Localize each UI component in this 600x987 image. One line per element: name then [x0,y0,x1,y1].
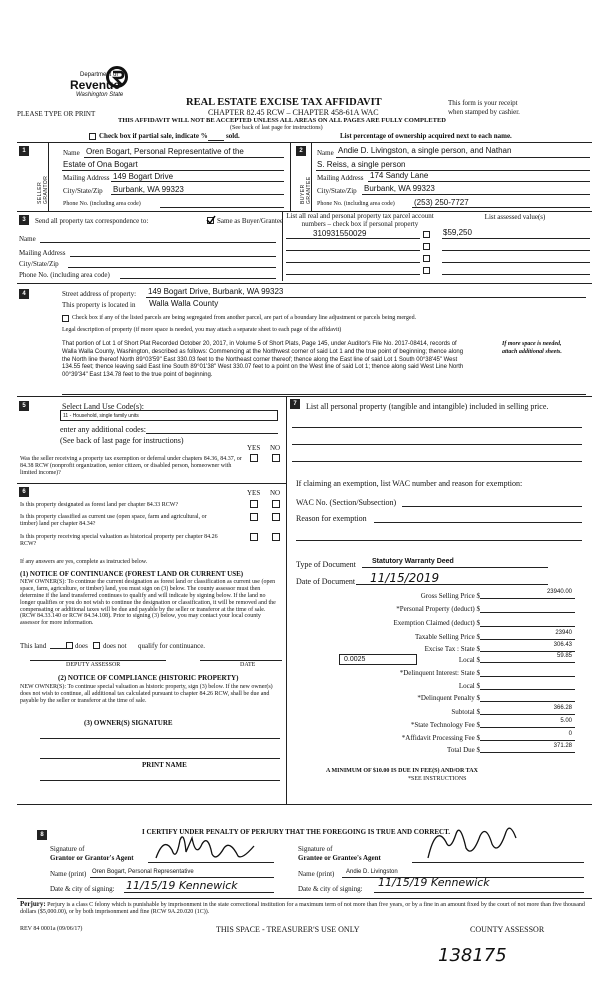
grantor-date-city: 11/15/19 Kennewick [126,879,238,892]
seller-phone-label: Phone No. (including area code) [63,201,141,207]
calc-pp-label: *Personal Property (deduct) $ [396,605,480,613]
revenue-logo [62,66,132,102]
s3-city-label: City/State/Zip [19,260,59,268]
doc-type-value: Statutory Warranty Deed [372,558,454,565]
personal-property-label: List all personal property (tangible and intangible) included in selling price. [306,402,549,411]
doc-date-value: 11/15/2019 [370,571,440,585]
does-checkbox[interactable] [66,642,73,649]
parcels-header: List all real and personal property tax parcel account numbers – check box if personal property [286,212,434,229]
calc-penalty-label: *Delinquent Penalty $ [417,694,480,702]
assessed-value: $59,250 [443,228,472,237]
s6-q1-yes-checkbox[interactable] [250,500,258,508]
send-correspondence-label: Send all property tax correspondence to: [35,217,149,225]
buyer-city: Burbank, WA 99323 [364,184,435,193]
segregated-checkbox[interactable] [62,315,69,322]
s3-mail-label: Mailing Address [19,249,66,257]
grantor-sig-label-2: Grantor or Grantor's Agent [50,854,134,862]
s6-yes-header: YES [247,489,261,497]
grantee-sig-label-1: Signature of [298,845,333,853]
receipt-line1: This form is your receipt [448,99,518,107]
wac-label: WAC No. (Section/Subsection) [296,498,397,507]
logo-mark-icon [106,66,128,90]
buyer-name-line1: Andie D. Livingston, a single person, and Nathan [338,146,512,155]
receipt-line2: when stamped by cashier. [448,108,520,116]
section-8-badge: 8 [37,830,47,840]
segregated-label: Check box if any of the listed parcels are being segregated from another parcel, are part of a boundary line adjustment or parcels being merged. [72,315,417,321]
perjury-notice [20,900,586,916]
s5-yes-header: YES [247,444,261,452]
s6-q1-no-checkbox[interactable] [272,500,280,508]
same-as-buyer-label: Same as Buyer/Grantee [217,217,284,225]
calc-tech-value: 5.00 [560,718,572,724]
deputy-assessor-label: DEPUTY ASSESSOR [66,662,121,668]
buyer-mail-label: Mailing Address [317,174,364,182]
logo-revenue: Revenue [70,78,121,92]
partial-sale-checkbox[interactable] [89,133,96,140]
does-not-label: does not [103,642,127,650]
buyer-phone-label: Phone No. (including area code) [317,201,395,207]
s6-q3: Is this property receiving special valuation as historical property per chapter 84.26 RCW? [20,534,218,547]
seller-city-label: City/State/Zip [63,187,103,195]
notice-1-title: (1) NOTICE OF CONTINUANCE (FOREST LAND OR CURRENT USE) [20,570,244,578]
certify-statement: I CERTIFY UNDER PENALTY OF PERJURY THAT THE FOREGOING IS TRUE AND CORRECT. [142,828,451,836]
print-name-label: PRINT NAME [142,761,187,769]
grantor-name-label: Name (print) [50,870,87,878]
parcel-1-personal-checkbox[interactable] [423,231,430,238]
calc-gross-value: 23940.00 [546,589,572,595]
calc-ex-label: Exemption Claimed (deduct) $ [393,619,480,627]
calc-subtotal-value: 366.28 [553,705,572,711]
calc-taxable-label: Taxable Selling Price $ [414,633,480,641]
form-warning: THIS AFFIDAVIT WILL NOT BE ACCEPTED UNLESS ALL AREAS ON ALL PAGES ARE FULLY COMPLETED [118,117,446,124]
logo-dept: Department of [80,72,119,78]
doc-date-label: Date of Document [296,577,356,586]
section-1-badge: 1 [19,146,29,156]
land-use-select-label: Select Land Use Code(s): [62,402,144,411]
assessed-header: List assessed value(s) [484,213,546,221]
more-space-note: If more space is needed, attach additional sheets. [502,341,562,355]
grantee-date-label: Date & city of signing: [298,885,363,893]
qualify-label: qualify for continuance. [138,642,206,650]
grantee-date-city: 11/15/19 Kennewick [378,876,490,889]
form-title: REAL ESTATE EXCISE TAX AFFIDAVIT [186,97,382,108]
grantor-sig-label-1: Signature of [50,845,85,853]
buyer-phone: (253) 250-7727 [414,198,469,207]
partial-sold: sold. [226,132,240,140]
checkmark-icon [206,215,216,225]
land-label: This land [20,642,47,650]
seller-name-label: Name [63,149,80,157]
minimum-due-note: A MINIMUM OF $10.00 IS DUE IN FEE(S) AND/OR TAX [326,768,478,774]
does-label: does [75,642,88,650]
handwritten-number: 138175 [438,945,507,966]
form-chapter: CHAPTER 82.45 RCW – CHAPTER 458-61A WAC [208,108,379,117]
buyer-mail: 174 Sandy Lane [370,171,429,180]
additional-codes-label: enter any additional codes: [60,425,146,434]
calc-taxable-value: 23940 [555,630,572,636]
street-address: 149 Bogart Drive, Burbank, WA 99323 [148,287,284,296]
notice-2-text: NEW OWNER(S): To continue special valuation as historic property, sign (3) below. If the new owner(s) does not wish to continue, all additional tax calculated pursuant to chapter 84.26 RCW, shall be due and payable by the seller or transferor at the time of sale. [20,684,273,704]
grantee-signature [420,818,520,864]
buyer-name-label: Name [317,149,334,157]
see-instructions-note: *SEE INSTRUCTIONS [408,776,467,782]
treasurer-use-label: THIS SPACE - TREASURER'S USE ONLY [216,925,360,934]
land-use-code-select[interactable] [60,410,278,421]
local-rate-value: 0.0025 [344,656,366,663]
buyer-name-line2: S. Reiss, a single person [317,160,406,169]
buyer-side-label: BUYER GRANTEE [300,176,312,204]
section-7-badge: 7 [290,399,300,409]
county-assessor-label: COUNTY ASSESSOR [470,925,545,934]
perjury-label: Perjury: [20,900,46,908]
section-5-badge: 5 [19,401,29,411]
local-rate-box [339,654,417,665]
calc-interest-label: *Delinquent Interest: State $ [399,669,480,677]
notice-2-title: (2) NOTICE OF COMPLIANCE (HISTORIC PROPERTY) [58,674,239,682]
exemption-claim-label: If claiming an exemption, list WAC number and reason for exemption: [296,479,523,488]
logo-state: Washington State [76,92,124,98]
parcel-number: 310931550029 [313,229,367,238]
calc-total-value: 371.28 [553,743,572,749]
section-4-badge: 4 [19,289,29,299]
county-value: Walla Walla County [149,299,219,308]
buyer-city-label: City/State/Zip [317,187,357,195]
parcel-3-personal-checkbox[interactable] [423,255,430,262]
section-2-badge: 2 [296,146,306,156]
does-not-checkbox[interactable] [93,642,100,649]
grantee-sig-label-2: Grantee or Grantee's Agent [298,854,381,862]
grantor-date-label: Date & city of signing: [50,885,115,893]
grantee-name-label: Name (print) [298,870,335,878]
calc-local-label: Local $ [458,656,480,664]
grantee-name: Andie D. Livingston [346,869,398,875]
s6-q2-no-checkbox[interactable] [272,513,280,521]
notice-3-title: (3) OWNER(S) SIGNATURE [84,719,173,727]
reason-label: Reason for exemption [296,514,367,523]
calc-proc-label: *Affidavit Processing Fee $ [401,734,480,742]
s3-name-label: Name [19,235,36,243]
located-label: This property is located in [62,301,136,309]
legal-desc-label: Legal description of property (if more space is needed, you may attach a separate sheet to each page of the affidavit) [62,327,342,333]
s5-no-header: NO [270,444,281,452]
calc-subtotal-label: Subtotal $ [451,708,480,716]
s6-q3-yes-checkbox[interactable] [250,533,258,541]
legal-description: That portion of Lot 1 of Short Plat Recorded October 20, 2017, in Volume 5 of Short Plats, Page 145, under Auditor's File No. 2017-08414, records of Walla Walla County, Washington, described as follows: Commencing at the Northwest corner of said Lot 1 and the true point of beginning; thence along the North line thereof North 89°03'59" East 330.03 feet to the Northeast corner thereof; thence along the East line of said Lot 1 South 00°38'45" West 134.55 feet; thence leaving said East line South 89°01'38" West 330.07 feet to a point on the West line of said Lot 1; thence along said West Line North 00°39'34" East 134.78 feet to the true point of beginning. [62,341,464,379]
deputy-date-label: DATE [240,662,256,668]
notice-1-text: NEW OWNER(S): To continue the current designation as forest land or classification as current use (open space, farm, agriculture, or timber) land, you must sign on (3) below. The county assessor must then determine if the land transferred continues to qualify and will indicate by signing below. If the land no longer qualifies or you do not wish to continue the designation or classification, it will be removed and the compensating or additional taxes will be due and payable by the seller or transferor at the time of sale. (RCW 84.33.140 or RCW 84.34.108). Prior to signing (3) below, you may contact your local county assessor for more information. [20,579,276,627]
grantor-signature [150,832,270,866]
s5-no-checkbox[interactable] [272,454,280,462]
partial-sale-label: Check box if partial sale, indicate % [99,132,208,140]
section-6-badge: 6 [19,487,29,497]
seller-name-line1: Oren Bogart, Personal Representative of the [86,147,244,156]
seller-city: Burbank, WA 99323 [113,185,184,194]
seller-mail-label: Mailing Address [63,174,110,182]
pct-list-label: List percentage of ownership acquired next to each name. [340,132,512,140]
land-use-code-value: 11 - Household, single family units [63,413,139,419]
calc-tech-label: *State Technology Fee $ [410,721,480,729]
seller-name-line2: Estate of Ona Bogart [63,160,138,169]
s6-q1: Is this property designated as forest land per chapter 84.33 RCW? [20,502,179,508]
doc-type-label: Type of Document [296,560,356,569]
form-see-back: (See back of last page for instructions) [230,125,323,131]
calc-state-value: 306.43 [553,642,572,648]
s6-q2: Is this property classified as current use (open space, farm and agricultural, or timber) land per chapter 84.34? [20,514,207,527]
perjury-text: Perjury is a class C felony which is punishable by imprisonment in the state correctional institution for a maximum term of not more than five years, or by a fine in an amount fixed by the court of not more than five thousand dollars ($5,000.00), or by both imprisonment and fine (RCW 9A.20.020 (1C)). [20,902,585,915]
calc-proc-value: 0 [568,731,572,737]
grantor-name: Oren Bogart, Personal Representative [92,869,194,875]
s6-no-header: NO [270,489,281,497]
section-3-badge: 3 [19,215,29,225]
s3-phone-label: Phone No. (including area code) [19,271,110,279]
calc-state-label: Excise Tax : State $ [424,645,480,653]
please-type: PLEASE TYPE OR PRINT [17,110,96,118]
calc-gross-label: Gross Selling Price $ [420,592,480,600]
calc-local2-label: Local $ [458,682,480,690]
rev-number: REV 84 0001a (09/06/17) [20,926,83,932]
calc-local-value: 59.85 [556,653,572,659]
parcel-4-personal-checkbox[interactable] [423,267,430,274]
s6-q2-yes-checkbox[interactable] [250,513,258,521]
any-yes-note: If any answers are yes, complete as instructed below. [20,559,148,565]
seller-mail: 149 Bogart Drive [113,172,174,181]
seller-side-label: SELLER GRANTOR [37,175,49,204]
s5-see-back: (See back of last page for instructions) [60,436,184,445]
s5-yes-checkbox[interactable] [250,454,258,462]
s5-question: Was the seller receiving a property tax exemption or deferral under chapters 84.36, 84.37, or 84.38 RCW (nonprofit organization, senior citizen, or disabled person, homeowner with limited income)? [20,456,242,476]
parcel-2-personal-checkbox[interactable] [423,243,430,250]
s6-q3-no-checkbox[interactable] [272,533,280,541]
street-label: Street address of property: [62,290,137,298]
calc-total-label: Total Due $ [447,746,480,754]
